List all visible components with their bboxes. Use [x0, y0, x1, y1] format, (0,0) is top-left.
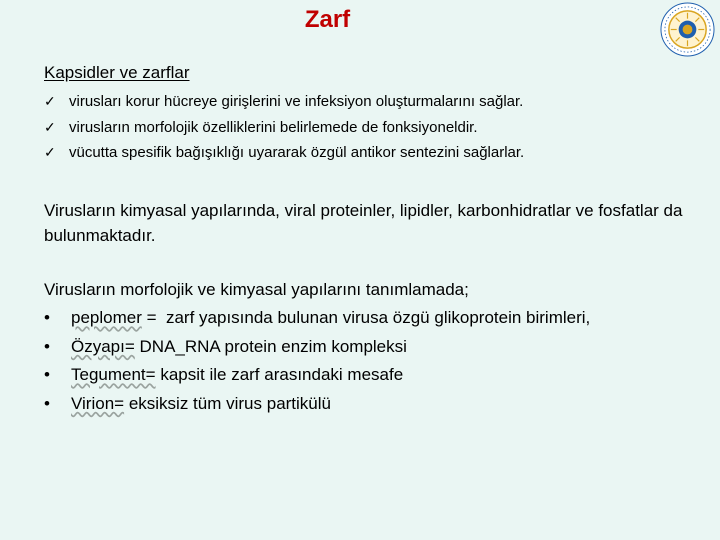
section-heading: Kapsidler ve zarflar — [44, 63, 190, 82]
check-list — [44, 91, 524, 168]
chemistry-paragraph: Virusların kimyasal yapılarında, viral proteinler, lipidler, karbonhidratlar ve fosfatlar da bulunmaktadır. — [44, 201, 683, 245]
slide-title: Zarf — [304, 6, 351, 33]
definition-text: kapsit ile zarf arasındaki mesafe — [160, 365, 404, 384]
definition-item — [44, 307, 590, 336]
definition-term: Virion= — [71, 393, 125, 413]
checkmark-icon: ✓ — [44, 144, 56, 160]
check-item — [44, 142, 524, 168]
definition-term: Tegument= — [71, 365, 156, 384]
check-item — [44, 91, 524, 117]
definition-text: zarf yapısında bulunan virusa özgü glikoprotein birimleri, — [161, 308, 591, 327]
bullet-icon: • — [44, 336, 50, 356]
definitions-intro: Virusların morfolojik ve kimyasal yapılarını tanımlamada; — [44, 280, 469, 299]
definition-separator: = — [141, 308, 162, 327]
bullet-icon: • — [44, 308, 50, 327]
bullet-icon: • — [44, 365, 50, 384]
definition-item — [44, 393, 590, 422]
definition-term: peplomer — [71, 308, 142, 327]
check-item-text: virusların morfolojik özelliklerini belirlemede de fonksiyoneldir. — [69, 118, 478, 136]
checkmark-icon: ✓ — [44, 93, 56, 109]
definition-text: eksiksiz tüm virus partikülü — [128, 393, 331, 413]
check-item-text: virusları korur hücreye girişlerini ve infeksiyon oluşturmalarını sağlar. — [69, 93, 524, 110]
university-seal-icon — [660, 2, 715, 57]
checkmark-icon: ✓ — [44, 118, 56, 135]
definition-term: Özyapı= — [71, 336, 135, 356]
definition-item — [44, 364, 590, 393]
check-item — [44, 117, 524, 143]
definition-text: DNA_RNA protein enzim kompleksi — [139, 336, 407, 356]
check-item-text: vücutta spesifik bağışıklığı uyararak özgül antikor sentezini sağlarlar. — [69, 144, 525, 161]
definition-item — [44, 336, 590, 365]
bullet-icon: • — [44, 393, 50, 413]
definition-list — [44, 307, 590, 421]
